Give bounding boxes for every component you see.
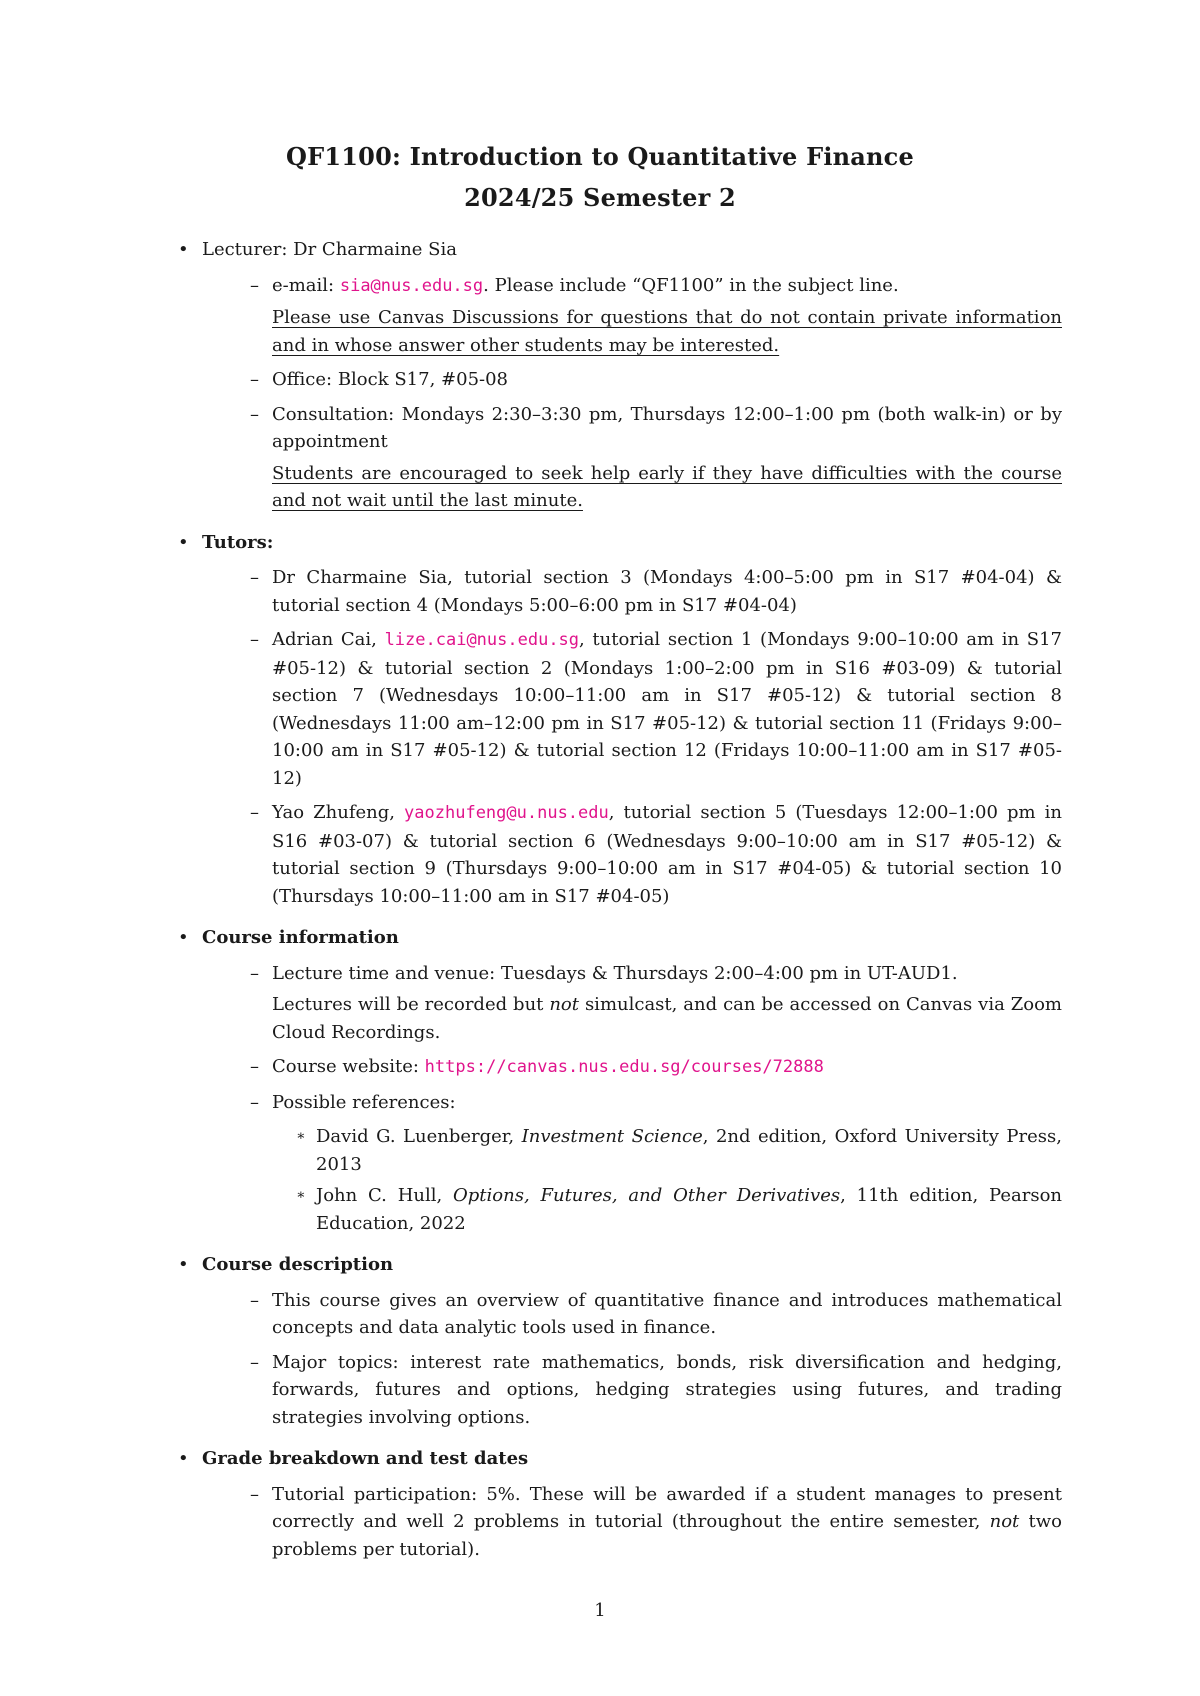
tutor-name: Adrian Cai, bbox=[272, 629, 385, 650]
dash-icon: – bbox=[250, 802, 259, 823]
course-description-section bbox=[176, 1251, 1062, 1431]
website-item bbox=[202, 1053, 1062, 1082]
grade-text: Tutorial participation: 5%. These will be awarded if a student manages to present correctly and well 2 problems in tutorial (throughout the entire semester, bbox=[272, 1483, 1062, 1532]
office-text: Office: Block S17, #05-08 bbox=[272, 369, 509, 390]
dash-icon: – bbox=[250, 962, 259, 984]
lecturer-label: Lecturer: bbox=[202, 239, 288, 260]
reference-title: Investment Science bbox=[521, 1126, 703, 1147]
lecturer-email-link[interactable]: sia@nus.edu.sg bbox=[339, 275, 484, 296]
tutor-item bbox=[202, 626, 1062, 792]
syllabus-content bbox=[176, 236, 1062, 1577]
description-text: Major topics: interest rate mathematics, bonds, risk diversification and hedging, forwards, futures and options, hedging strategies using futures, and trading strategies involving options. bbox=[272, 1351, 1062, 1428]
lecturer-email-item bbox=[202, 272, 1062, 360]
lecturer-office-item bbox=[202, 366, 1062, 394]
reference-title: Options, Futures, and Other Derivatives bbox=[453, 1185, 841, 1206]
recording-emphasis: not bbox=[549, 994, 580, 1015]
description-text: This course gives an overview of quantitative finance and introduces mathematical concepts and data analytic tools used in finance. bbox=[272, 1289, 1062, 1338]
lecture-text: Lecture time and venue: Tuesdays & Thursdays 2:00–4:00 pm in UT-AUD1. bbox=[272, 962, 958, 984]
reference-author: David G. Luenberger, bbox=[316, 1126, 522, 1147]
references-label: Possible references: bbox=[272, 1091, 456, 1113]
bullet-icon: • bbox=[178, 1254, 189, 1275]
semester-title: 2024/25 Semester 2 bbox=[464, 183, 736, 212]
lecturer-consultation-item bbox=[202, 401, 1062, 515]
course-info-section bbox=[176, 924, 1062, 1237]
consultation-note: Students are encouraged to seek help early if they have difficulties with the course and not wait until the last minute. bbox=[272, 462, 1062, 511]
reference-item bbox=[202, 1182, 1062, 1237]
dash-icon: – bbox=[250, 274, 259, 296]
consultation-text: Consultation: Mondays 2:30–3:30 pm, Thursdays 12:00–1:00 pm (both walk-in) or by appointment bbox=[272, 403, 1062, 452]
tutor-item bbox=[202, 799, 1062, 910]
dash-icon: – bbox=[250, 403, 259, 425]
tutor-email-link[interactable]: yaozhufeng@u.nus.edu bbox=[404, 803, 609, 823]
email-prefix: e-mail: bbox=[272, 274, 340, 296]
course-description-heading: Course description bbox=[202, 1254, 394, 1275]
bullet-icon: • bbox=[178, 927, 189, 948]
reference-author: John C. Hull, bbox=[316, 1185, 454, 1206]
reference-details: , 2nd edition, Oxford University Press, 2013 bbox=[316, 1126, 1062, 1175]
tutor-item bbox=[202, 564, 1062, 619]
dash-icon: – bbox=[250, 629, 259, 650]
description-item bbox=[202, 1287, 1062, 1342]
grade-emphasis: not bbox=[989, 1511, 1020, 1532]
course-website-link[interactable]: https://canvas.nus.edu.sg/courses/72888 bbox=[424, 1057, 824, 1077]
course-title: QF1100: Introduction to Quantitative Finance bbox=[286, 142, 914, 171]
website-label: Course website: bbox=[272, 1056, 425, 1077]
email-suffix: . Please include “QF1100” in the subject line. bbox=[483, 274, 899, 296]
star-bullet-icon: ∗ bbox=[296, 1187, 306, 1203]
lecturer-section bbox=[176, 236, 1062, 515]
reference-item bbox=[202, 1123, 1062, 1178]
description-item bbox=[202, 1349, 1062, 1432]
dash-icon: – bbox=[250, 369, 259, 390]
grade-breakdown-section bbox=[176, 1445, 1062, 1563]
dash-icon: – bbox=[250, 567, 259, 588]
email-note: Please use Canvas Discussions for questions that do not contain private information and in whose answer other students may be interested. bbox=[272, 307, 1062, 356]
tutor-text: Dr Charmaine Sia, tutorial section 3 (Mondays 4:00–5:00 pm in S17 #04-04) & tutorial section 4 (Mondays 5:00–6:00 pm in S17 #04-04) bbox=[272, 567, 1062, 616]
tutor-text: , tutorial section 1 (Mondays 9:00–10:00 am in S17 #05-12) & tutorial section 2 (Mondays 1:00–2:00 pm in S16 #03-09) & tutorial section 7 (Wednesdays 10:00–11:00 am in S17 #05-12) & tutorial section 8 (Wednesdays 11:00 am–12:00 pm in S17 #05-12) & tutorial section 11 (Fridays 9:00–10:00 am in S17 #05-12) & tutorial section 12 (Fridays 10:00–11:00 am in S17 #05-12) bbox=[272, 629, 1062, 789]
lecturer-name: Dr Charmaine Sia bbox=[287, 239, 457, 260]
reference-details: , 11th edition, Pearson Education, 2022 bbox=[316, 1185, 1063, 1234]
recording-text: Lectures will be recorded but bbox=[272, 994, 550, 1015]
bullet-icon: • bbox=[178, 239, 189, 260]
grade-text: two problems per tutorial). bbox=[272, 1511, 1063, 1560]
grade-item bbox=[202, 1481, 1062, 1564]
grade-breakdown-heading: Grade breakdown and test dates bbox=[202, 1448, 529, 1469]
tutor-email-link[interactable]: lize.cai@nus.edu.sg bbox=[384, 630, 580, 650]
bullet-icon: • bbox=[178, 1448, 189, 1469]
tutor-name: Yao Zhufeng, bbox=[272, 802, 405, 823]
page-number: 1 bbox=[594, 1600, 606, 1621]
lecture-item bbox=[202, 960, 1062, 1047]
dash-icon: – bbox=[250, 1351, 259, 1373]
recording-text: simulcast, and can be accessed on Canvas via Zoom Cloud Recordings. bbox=[272, 994, 1062, 1043]
dash-icon: – bbox=[250, 1056, 259, 1077]
tutor-text: , tutorial section 5 (Tuesdays 12:00–1:00 pm in S16 #03-07) & tutorial section 6 (Wednesdays 9:00–10:00 am in S17 #05-12) & tutorial section 9 (Thursdays 9:00–10:00 am in S17 #04-05) & tutorial section 10 (Thursdays 10:00–11:00 am in S17 #04-05) bbox=[272, 802, 1062, 907]
dash-icon: – bbox=[250, 1289, 259, 1311]
dash-icon: – bbox=[250, 1091, 259, 1113]
bullet-icon: • bbox=[178, 531, 189, 553]
references-item bbox=[202, 1089, 1062, 1117]
course-info-heading: Course information bbox=[202, 927, 399, 948]
dash-icon: – bbox=[250, 1483, 259, 1505]
tutors-section bbox=[176, 529, 1062, 911]
tutors-heading: Tutors: bbox=[202, 531, 274, 553]
recording-note bbox=[272, 991, 1062, 1046]
star-bullet-icon: ∗ bbox=[296, 1128, 306, 1144]
